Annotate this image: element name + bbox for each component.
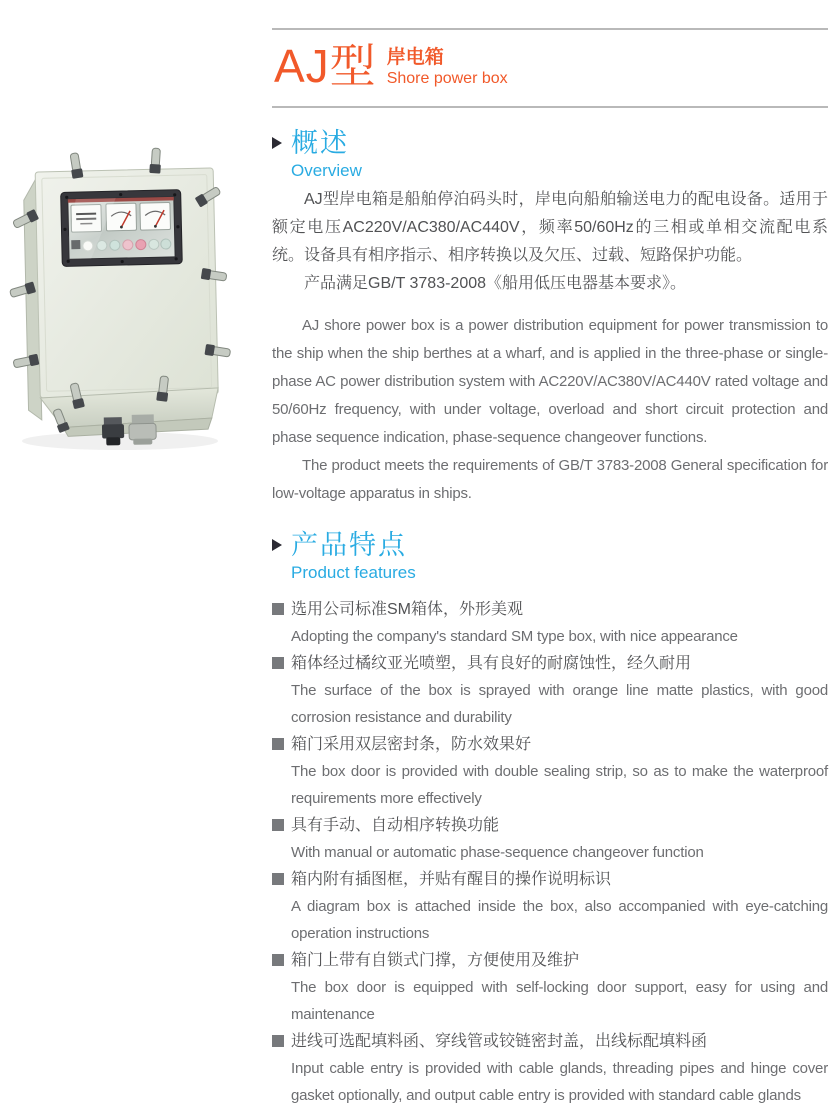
overview-en-p1: AJ shore power box is a power distribution equipment for power transmission to the ship when the ship berthes at a wharf, and is applied in the three-phase or single-phase AC power distribution system with AC220V/AC380V/AC440V rated voltage and 50/60Hz frequency, with under voltage, overload and short circuit protection and phase sequence indication, phase-sequence changeover functions. [272, 317, 828, 446]
product-photo [8, 136, 243, 454]
overview-text-cn [272, 186, 828, 298]
feature-cn-text: 箱体经过橘纹亚光喷塑，具有良好的耐腐蚀性，经久耐用 [291, 655, 692, 672]
product-name-group [387, 39, 508, 89]
feature-en-text: A diagram box is attached inside the box, also accompanied with eye-catching operation instructions [291, 898, 828, 942]
features-section-header [272, 529, 416, 583]
feature-item [272, 650, 828, 731]
page-title [274, 39, 508, 93]
overview-heading-cn: 概述 [291, 128, 349, 158]
shore-power-box [8, 146, 233, 447]
feature-bullet-icon [272, 873, 284, 885]
viewing-window [61, 190, 183, 267]
section-marker-icon [272, 539, 282, 551]
feature-bullet-icon [272, 603, 284, 615]
features-heading-en: Product features [291, 563, 416, 582]
title-rule-bottom [272, 106, 828, 108]
product-name-en: Shore power box [386, 70, 508, 87]
title-rule-top [272, 28, 828, 30]
feature-cn-row [272, 1028, 828, 1055]
feature-bullet-icon [272, 819, 284, 831]
feature-en-text: With manual or automatic phase-sequence changeover function [291, 844, 704, 861]
feature-cn-row [272, 947, 828, 974]
feature-cn-text: 具有手动、自动相序转换功能 [291, 817, 500, 834]
features-heading-cn: 产品特点 [291, 530, 407, 560]
section-marker-icon [272, 137, 282, 149]
feature-item [272, 866, 828, 947]
indicator-lamp [97, 240, 107, 250]
feature-item [272, 947, 828, 1028]
feature-en-text: The box door is provided with double sealing strip, so as to make the waterproof requirements more effectively [291, 763, 828, 807]
feature-cn-row [272, 596, 828, 623]
overview-cn-p2: 产品满足GB/T 3783-2008《船用低压电器基本要求》。 [304, 275, 687, 292]
cable-gland-metal [129, 414, 157, 445]
feature-cn-row [272, 812, 828, 839]
feature-bullet-icon [272, 1035, 284, 1047]
feature-item [272, 731, 828, 812]
indicator-lamp [149, 239, 159, 249]
feature-cn-row [272, 866, 828, 893]
feature-en-text: Adopting the company's standard SM type box, with nice appearance [291, 628, 738, 645]
overview-section-header [272, 127, 362, 181]
overview-heading-en: Overview [291, 161, 362, 180]
feature-cn-text: 箱内附有插图框，并贴有醒目的操作说明标识 [291, 871, 612, 888]
feature-bullet-icon [272, 657, 284, 669]
feature-list [272, 596, 828, 1109]
overview-heading-group [291, 127, 362, 181]
feature-en-text: Input cable entry is provided with cable glands, threading pipes and hinge cover gasket optionally, and output cable entry is provided with standard cable glands [291, 1060, 828, 1104]
feature-cn-text: 进线可选配填料函、穿线管或铰链密封盖，出线标配填料函 [291, 1033, 708, 1050]
feature-item [272, 1028, 828, 1109]
latch-clamp [149, 148, 162, 174]
product-name-cn: 岸电箱 [386, 47, 444, 68]
feature-bullet-icon [272, 954, 284, 966]
feature-cn-text: 箱门采用双层密封条，防水效果好 [291, 736, 532, 753]
overview-en-p2: The product meets the requirements of GB/T 3783-2008 General specification for low-voltage apparatus in ships. [272, 457, 828, 502]
feature-cn-row [272, 731, 828, 758]
feature-bullet-icon [272, 738, 284, 750]
feature-en-text: The surface of the box is sprayed with orange line matte plastics, with good corrosion resistance and durability [291, 682, 828, 726]
features-heading-group [291, 529, 416, 583]
feature-item [272, 812, 828, 866]
feature-cn-row [272, 650, 828, 677]
overview-text-en [272, 312, 828, 508]
indicator-lamp [161, 239, 171, 249]
indicator-lamp [110, 240, 120, 250]
overview-cn-p1: AJ型岸电箱是船舶停泊码头时，岸电向船舶输送电力的配电设备。适用于额定电压AC220V/AC380/AC440V，频率50/60Hz的三相或单相交流配电系统。设备具有相序指示、相序转换以及欠压、过载、短路保护功能。 [272, 191, 828, 264]
indicator-lamp-pink [123, 240, 133, 250]
analog-meter-3 [140, 202, 171, 230]
feature-item [272, 596, 828, 650]
indicator-lamp-red [136, 240, 146, 250]
model-name: AJ型 [274, 40, 377, 92]
product-photo-illustration [8, 136, 243, 454]
feature-cn-text: 选用公司标准SM箱体，外形美观 [291, 601, 524, 618]
feature-cn-text: 箱门上带有自锁式门撑，方便使用及维护 [291, 952, 580, 969]
feature-en-text: The box door is equipped with self-locking door support, easy for using and maintenance [291, 979, 828, 1023]
